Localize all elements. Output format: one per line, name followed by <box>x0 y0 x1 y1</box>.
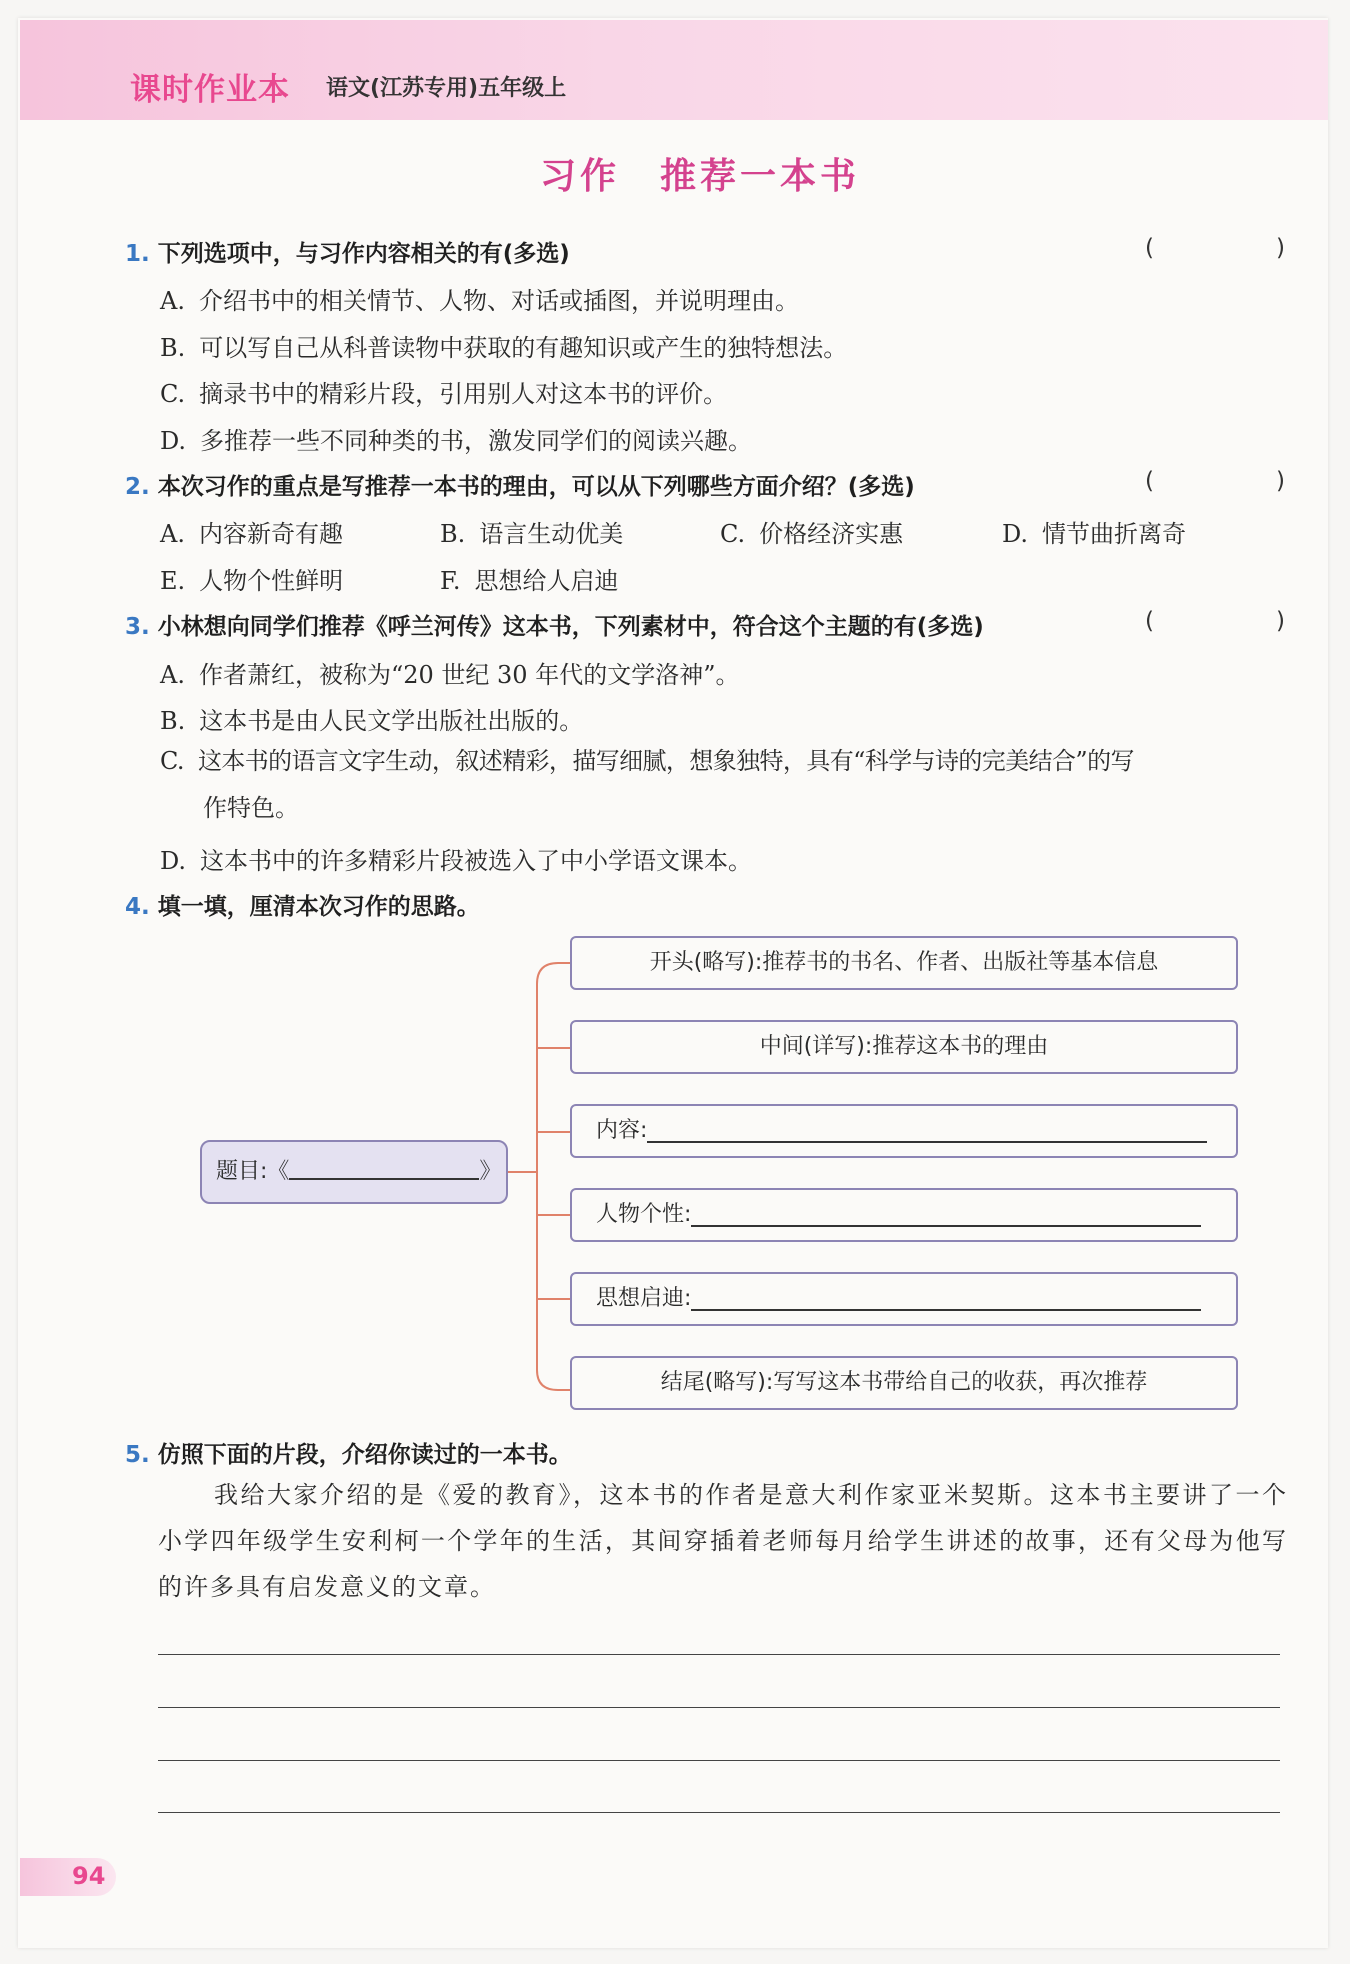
node-middle: 中间(详写):推荐这本书的理由 <box>570 1020 1238 1074</box>
question-number: 4. <box>125 894 150 920</box>
option-2b: B. 语言生动优美 <box>440 520 624 548</box>
paren-right: ) <box>1276 608 1285 634</box>
thought-blank[interactable] <box>691 1279 1201 1311</box>
option-3c-continued: 作特色。 <box>203 794 299 822</box>
page-number: 94 <box>72 1862 106 1890</box>
option-2c: C. 价格经济实惠 <box>720 520 904 548</box>
brand-title: 课时作业本 <box>130 72 290 108</box>
option-3d: D. 这本书中的许多精彩片段被选入了中小学语文课本。 <box>160 847 753 875</box>
question-text: 下列选项中，与习作内容相关的有(多选) <box>157 241 570 267</box>
question-text: 填一填，厘清本次习作的思路。 <box>157 894 480 920</box>
option-1c: C. 摘录书中的精彩片段，引用别人对这本书的评价。 <box>160 380 728 408</box>
question-text: 本次习作的重点是写推荐一本书的理由，可以从下列哪些方面介绍？(多选) <box>157 474 915 500</box>
topic-blank[interactable] <box>289 1156 479 1180</box>
question-5 <box>125 1436 572 1469</box>
node-thought: 思想启迪: <box>570 1272 1238 1326</box>
topic-box <box>200 1140 508 1204</box>
option-1b: B. 可以写自己从科普读物中获取的有趣知识或产生的独特想法。 <box>160 334 848 362</box>
connector-bracket <box>537 963 570 1390</box>
writing-line[interactable] <box>158 1654 1280 1655</box>
option-2e: E. 人物个性鲜明 <box>160 567 344 595</box>
topic-suffix: 》 <box>479 1159 502 1184</box>
writing-line[interactable] <box>158 1760 1280 1761</box>
character-blank[interactable] <box>691 1195 1201 1227</box>
title-part1: 习作 <box>539 156 620 197</box>
paren-left: ( <box>1145 608 1154 634</box>
option-2d: D. 情节曲折离奇 <box>1002 520 1187 548</box>
question-text: 小林想向同学们推荐《呼兰河传》这本书，下列素材中，符合这个主题的有(多选) <box>157 614 984 640</box>
option-3a: A. 作者萧红，被称为“20 世纪 30 年代的文学洛神”。 <box>160 661 740 689</box>
option-1d: D. 多推荐一些不同种类的书，激发同学们的阅读兴趣。 <box>160 427 753 455</box>
writing-line[interactable] <box>158 1812 1280 1813</box>
question-number: 3. <box>125 614 150 640</box>
node-ending: 结尾(略写):写写这本书带给自己的收获，再次推荐 <box>570 1356 1238 1410</box>
option-3c: C. 这本书的语言文字生动，叙述精彩，描写细腻，想象独特，具有“科学与诗的完美结合”的写 作特色。 <box>160 738 1290 832</box>
sample-passage: 我给大家介绍的是《爱的教育》，这本书的作者是意大利作家亚米契斯。这本书主要讲了一个小学四年级学生安利柯一个学年的生活，其间穿插着老师每月给学生讲述的故事，还有父母为他写的许多具有启发意义的文章。 <box>158 1481 1288 1601</box>
question-number: 5. <box>125 1442 150 1468</box>
option-2a: A. 内容新奇有趣 <box>160 520 343 548</box>
writing-line[interactable] <box>158 1707 1280 1708</box>
question-number: 1. <box>125 241 150 267</box>
subject-label: 语文(江苏专用)五年级上 <box>326 76 567 101</box>
paren-left: ( <box>1145 468 1154 494</box>
option-2f: F. 思想给人启迪 <box>440 567 619 595</box>
option-1a: A. 介绍书中的相关情节、人物、对话或插图，并说明理由。 <box>160 287 799 315</box>
node-character: 人物个性: <box>570 1188 1238 1242</box>
question-text: 仿照下面的片段，介绍你读过的一本书。 <box>157 1442 572 1468</box>
content-blank[interactable] <box>647 1111 1207 1143</box>
topic-prefix: 题目:《 <box>216 1159 290 1184</box>
title-part2: 推荐一本书 <box>660 156 861 197</box>
node-opening: 开头(略写):推荐书的书名、作者、出版社等基本信息 <box>570 936 1238 990</box>
paren-left: ( <box>1145 235 1154 261</box>
question-number: 2. <box>125 474 150 500</box>
paren-right: ) <box>1276 235 1285 261</box>
node-content: 内容: <box>570 1104 1238 1158</box>
option-3b: B. 这本书是由人民文学出版社出版的。 <box>160 707 584 735</box>
paren-right: ) <box>1276 468 1285 494</box>
